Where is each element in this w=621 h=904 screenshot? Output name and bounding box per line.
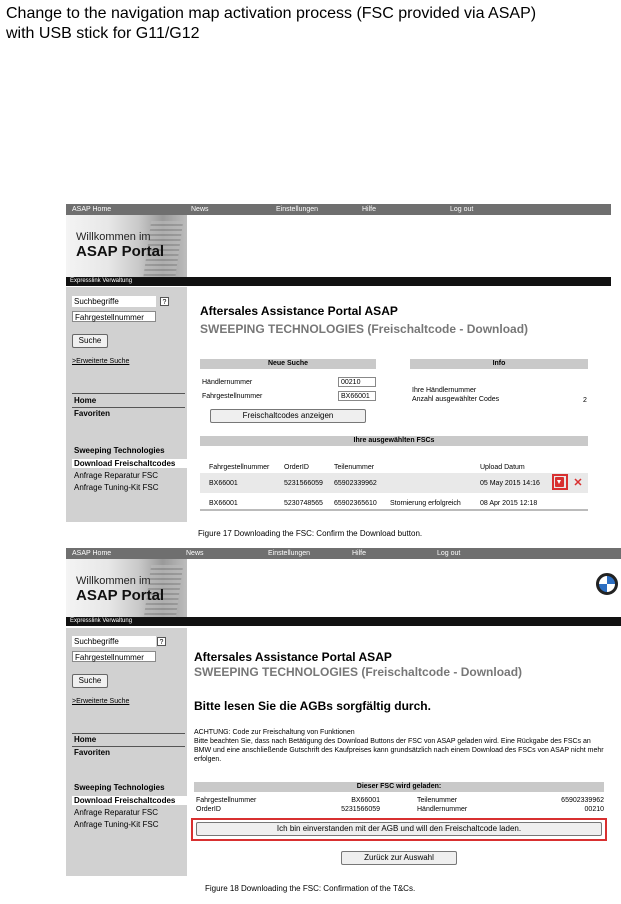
sidebar-item-download[interactable]: Download Freischaltcodes [72,459,187,468]
figure-18-screenshot [66,548,621,876]
agb-heading: Bitte lesen Sie die AGBs sorgfältig durch. [194,699,431,713]
page-subtitle: SWEEPING TECHNOLOGIES (Freischaltcode - Download) [200,322,529,336]
loaded-part-value: 65902339962 [561,797,604,804]
page-title: Aftersales Assistance Portal ASAP [200,304,398,318]
expresslink-link[interactable]: Expresslink Verwaltung [70,278,133,284]
loaded-order-label: OrderID [196,806,221,813]
sidebar-item-tuning[interactable]: Anfrage Tuning-Kit FSC [74,483,159,492]
help-icon[interactable]: ? [157,637,166,646]
sidebar-divider [72,407,185,408]
figure-17-screenshot [66,204,611,522]
sidebar-item-favoriten[interactable]: Favoriten [74,748,111,757]
document-title: Change to the navigation map activation process (FSC provided via ASAP) with USB stick for G11/G12 [6,5,537,42]
top-navigation [66,548,621,559]
row2-vin: BX66001 [209,500,238,507]
vin-input[interactable]: BX66001 [338,391,376,401]
sidebar [66,287,187,522]
info-count-value: 2 [583,397,587,404]
download-icon[interactable] [555,477,564,487]
info-count-label: Anzahl ausgewählter Codes [412,396,500,403]
loaded-vin-label: Fahrgestellnummer [196,797,257,804]
sidebar-item-favoriten[interactable]: Favoriten [74,409,111,418]
nav-einstellungen[interactable]: Einstellungen [276,206,319,213]
sidebar-item-repair[interactable]: Anfrage Reparatur FSC [74,471,159,480]
sidebar-item-sweeping[interactable]: Sweeping Technologies [74,446,165,455]
portal-header-image [66,559,187,625]
nav-logout[interactable]: Log out [437,550,461,557]
loaded-order-value: 5231566059 [341,806,380,813]
loaded-part-label: Teilenummer [417,797,458,804]
top-navigation [66,204,611,215]
nav-hilfe[interactable]: Hilfe [362,206,377,213]
dealer-input[interactable]: 00210 [338,377,376,387]
figure-18-caption: Figure 18 Downloading the FSC: Confirmation of the T&Cs. [205,884,416,893]
dealer-label: Händlernummer [202,379,253,386]
sidebar-item-download[interactable]: Download Freischaltcodes [72,796,187,805]
loaded-dealer-value: 00210 [584,806,604,813]
help-icon[interactable]: ? [160,297,169,306]
row2-status: Stornierung erfolgreich [390,500,461,507]
search-terms-label: Suchbegriffe [72,296,156,307]
nav-hilfe[interactable]: Hilfe [352,550,367,557]
column-orderid: OrderID [284,464,309,471]
row1-order: 5231566059 [284,480,323,487]
agb-body-text: Bitte beachten Sie, dass nach Betätigung des Download Buttons der FSC von ASAP geladen wird. Eine Rückgabe des FSCs an BMW und eine anschließende Gutschrift des Kaufpreises kann grundsätzlich nach einem Download des FSCs von ASAP nicht mehr erfolgen. [194,738,604,763]
portal-name: ASAP Portal [76,587,165,604]
sidebar-divider [72,733,185,734]
nav-einstellungen[interactable]: Einstellungen [268,550,311,557]
nav-asap-home[interactable]: ASAP Home [72,206,112,213]
row1-part: 65902339962 [334,480,377,487]
row2-part: 65902365610 [334,500,377,507]
welcome-text: Willkommen im [76,231,151,243]
back-to-selection-button[interactable]: Zurück zur Auswahl [341,851,457,865]
column-partnumber: Teilenummer [334,464,375,471]
loaded-fsc-header: Dieser FSC wird geladen: [194,782,604,792]
column-vin: Fahrgestellnummer [209,464,270,471]
delete-icon[interactable]: ✕ [573,477,583,489]
search-button[interactable]: Suche [72,334,108,348]
nav-news[interactable]: News [186,550,204,557]
sidebar-item-tuning[interactable]: Anfrage Tuning-Kit FSC [74,820,159,829]
row1-vin: BX66001 [209,480,238,487]
sidebar-item-repair[interactable]: Anfrage Reparatur FSC [74,808,159,817]
agree-download-button[interactable]: Ich bin einverstanden mit der AGB und will den Freischaltcode laden. [196,822,602,836]
page-subtitle: SWEEPING TECHNOLOGIES (Freischaltcode - Download) [194,665,523,679]
search-field-select[interactable]: Fahrgestellnummer [72,651,156,662]
advanced-search-link[interactable]: >Erweiterte Suche [72,698,130,705]
show-codes-button[interactable]: Freischaltcodes anzeigen [210,409,366,423]
portal-name: ASAP Portal [76,243,165,260]
loaded-vin-value: BX66001 [351,797,380,804]
column-upload-date: Upload Datum [480,464,525,471]
bmw-logo-icon [596,573,618,595]
fsc-list-header: Ihre ausgewählten FSCs [200,436,588,446]
page-title: Aftersales Assistance Portal ASAP [194,650,392,664]
row2-order: 5230748565 [284,500,323,507]
sidebar-divider [72,393,185,394]
new-search-header: Neue Suche [200,359,376,369]
search-button[interactable]: Suche [72,674,108,688]
expresslink-bar [66,617,621,626]
sidebar-item-home[interactable]: Home [74,735,97,744]
expresslink-bar [66,277,611,286]
nav-logout[interactable]: Log out [450,206,474,213]
vin-label: Fahrgestellnummer [202,393,263,400]
row2-date: 08 Apr 2015 12:18 [480,500,538,507]
figure-17-caption: Figure 17 Downloading the FSC: Confirm the Download button. [198,529,423,538]
search-field-select[interactable]: Fahrgestellnummer [72,311,156,322]
loaded-dealer-label: Händlernummer [417,806,468,813]
nav-asap-home[interactable]: ASAP Home [72,550,112,557]
advanced-search-link[interactable]: >Erweiterte Suche [72,358,130,365]
welcome-text: Willkommen im [76,575,151,587]
sidebar-divider [72,746,185,747]
info-dealer-label: Ihre Händlernummer [412,387,477,394]
attention-text: ACHTUNG: Code zur Freischaltung von Funktionen [194,729,355,736]
info-header: Info [410,359,588,369]
nav-news[interactable]: News [191,206,209,213]
expresslink-link[interactable]: Expresslink Verwaltung [70,618,133,624]
sidebar-item-sweeping[interactable]: Sweeping Technologies [74,783,165,792]
sidebar [66,628,187,876]
search-terms-label: Suchbegriffe [72,636,156,647]
row1-date: 05 May 2015 14:16 [480,480,540,487]
sidebar-item-home[interactable]: Home [74,396,97,405]
portal-header-image [66,215,187,281]
